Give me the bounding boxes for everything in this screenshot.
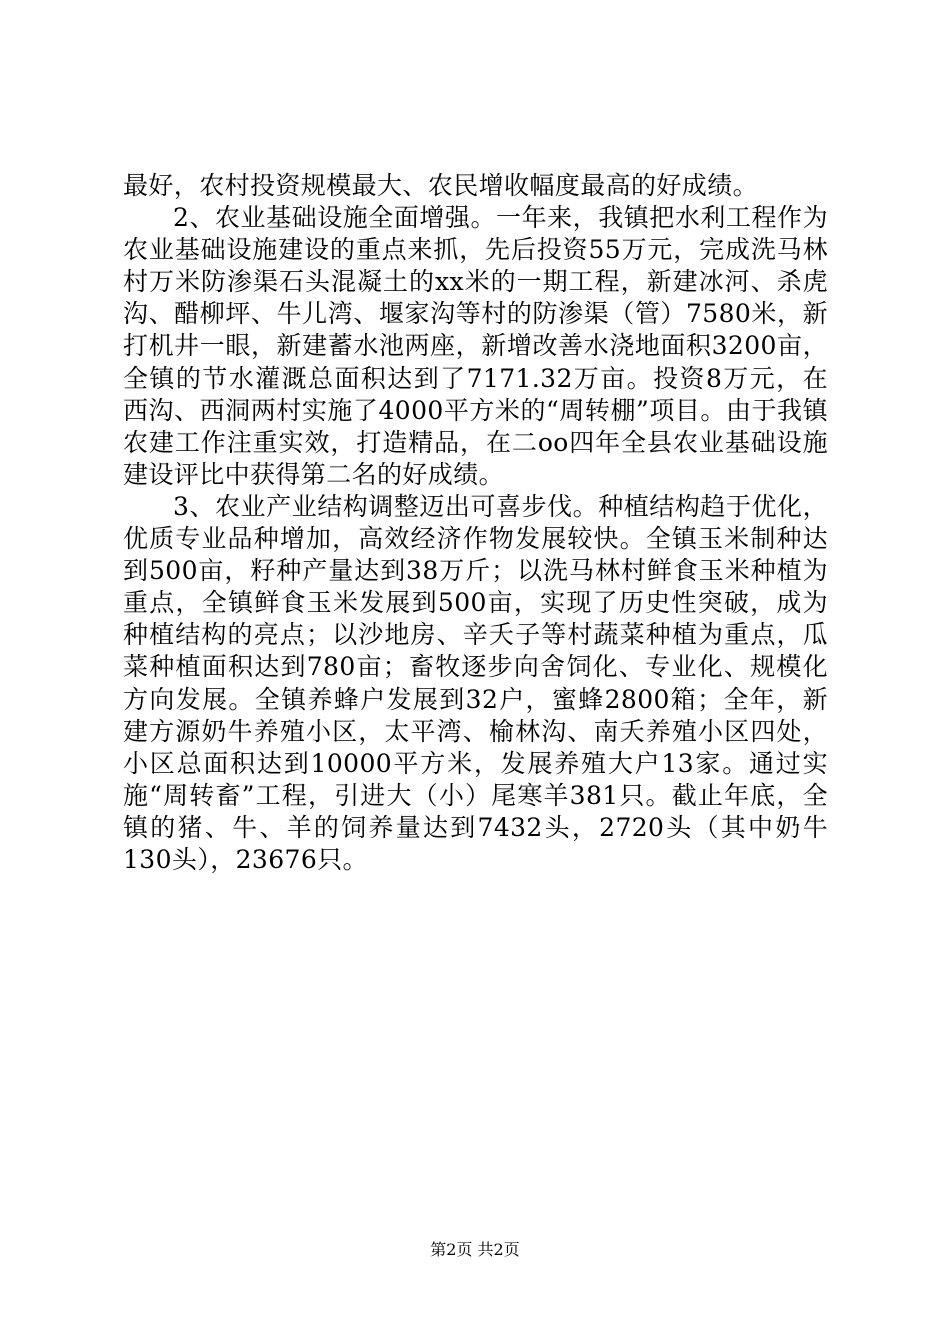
document-body xyxy=(123,170,828,876)
paragraph-infrastructure: 2、农业基础设施全面增强。一年来，我镇把水利工程作为农业基础设施建设的重点来抓，先后投资55万元，完成洗马林村万米防渗渠石头混凝土的xx米的一期工程，新建冰河、杀虎沟、醋柳坪、牛儿湾、堰家沟等村的防渗渠（管）7580米，新打机井一眼，新建蓄水池两座，新增改善水浇地面积3200亩，全镇的节水灌溉总面积达到了7171.32万亩。投资8万元，在西沟、西洞两村实施了4000平方米的“周转棚”项目。由于我镇农建工作注重实效，打造精品，在二oo四年全县农业基础设施建设评比中获得第二名的好成绩。 xyxy=(123,203,828,489)
page-footer: 第2页 共2页 xyxy=(430,1240,520,1259)
paragraph-continuation: 最好，农村投资规模最大、农民增收幅度最高的好成绩。 xyxy=(123,171,759,200)
paragraph-industry-structure: 3、农业产业结构调整迈出可喜步伐。种植结构趋于优化，优质专业品种增加，高效经济作物发展较快。全镇玉米制种达到500亩，籽种产量达到38万斤；以洗马林村鲜食玉米种植为重点，全镇鲜食玉米发展到500亩，实现了历史性突破，成为种植结构的亮点；以沙地房、辛夭子等村蔬菜种植为重点，瓜菜种植面积达到780亩；畜牧逐步向舍饲化、专业化、规模化方向发展。全镇养蜂户发展到32户，蜜蜂2800箱；全年，新建方源奶牛养殖小区，太平湾、榆林沟、南夭养殖小区四处，小区总面积达到10000平方米，发展养殖大户13家。通过实施“周转畜”工程，引进大（小）尾寒羊381只。截止年底，全镇的猪、牛、羊的饲养量达到7432头，2720头（其中奶牛130头），23676只。 xyxy=(123,491,828,874)
